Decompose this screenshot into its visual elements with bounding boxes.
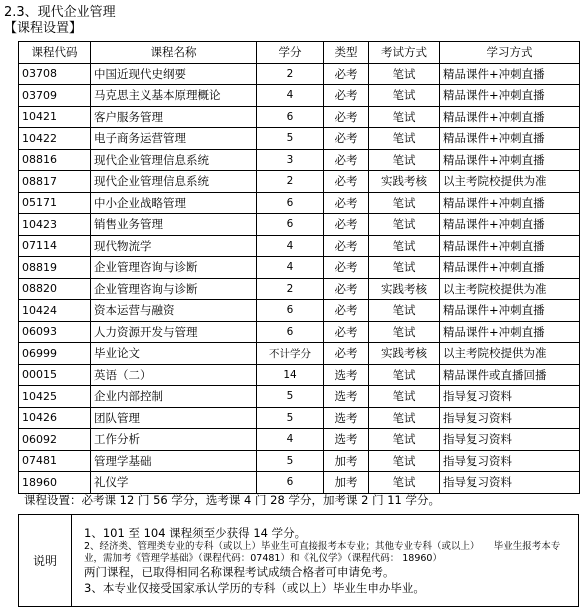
course-credits: 5 (257, 128, 324, 150)
exam-method: 笔试 (369, 386, 440, 408)
course-type: 必考 (324, 85, 369, 107)
study-method: 精品课件+冲刺直播 (440, 214, 580, 236)
course-code: 06999 (19, 343, 91, 365)
table-row (19, 429, 580, 451)
course-name: 销售业务管理 (91, 214, 257, 236)
study-method: 精品课件+冲刺直播 (440, 192, 580, 214)
course-code: 10421 (19, 106, 91, 128)
study-method: 指导复习资料 (440, 386, 580, 408)
course-credits: 6 (257, 214, 324, 236)
table-row (19, 257, 580, 279)
course-credits: 2 (257, 171, 324, 193)
exam-method: 笔试 (369, 472, 440, 494)
study-method: 精品课件+冲刺直播 (440, 235, 580, 257)
course-code: 10426 (19, 407, 91, 429)
course-summary: 课程设置：必考课 12 门 56 学分，选考课 4 门 28 学分，加考课 2 门 11 学分。 (24, 493, 441, 507)
course-credits: 2 (257, 63, 324, 85)
exam-method: 笔试 (369, 429, 440, 451)
exam-method: 笔试 (369, 257, 440, 279)
course-credits: 6 (257, 300, 324, 322)
course-code: 08817 (19, 171, 91, 193)
course-code: 10424 (19, 300, 91, 322)
exam-method: 笔试 (369, 128, 440, 150)
study-method: 精品课件+冲刺直播 (440, 149, 580, 171)
table-row (19, 364, 580, 386)
header-credits: 学分 (257, 42, 324, 64)
course-name: 马克思主义基本原理概论 (91, 85, 257, 107)
table-row (19, 214, 580, 236)
note-item: 1、101 至 104 课程须至少获得 14 学分。 (84, 525, 307, 540)
exam-method: 笔试 (369, 235, 440, 257)
course-type: 必考 (324, 321, 369, 343)
exam-method: 实践考核 (369, 278, 440, 300)
course-type: 必考 (324, 214, 369, 236)
notes-table (18, 514, 579, 607)
course-code: 10425 (19, 386, 91, 408)
note-item: 3、本专业仅接受国家承认学历的专科（或以上）毕业生申办毕业。 (84, 580, 425, 595)
study-method: 指导复习资料 (440, 472, 580, 494)
course-name: 人力资源开发与管理 (91, 321, 257, 343)
table-row (19, 171, 580, 193)
course-type: 必考 (324, 235, 369, 257)
course-credits: 5 (257, 450, 324, 472)
table-row (19, 386, 580, 408)
course-code: 08816 (19, 149, 91, 171)
exam-method: 实践考核 (369, 171, 440, 193)
exam-method: 笔试 (369, 364, 440, 386)
course-code: 10422 (19, 128, 91, 150)
course-type: 选考 (324, 429, 369, 451)
table-row (19, 472, 580, 494)
study-method: 指导复习资料 (440, 429, 580, 451)
course-credits: 5 (257, 407, 324, 429)
course-type: 必考 (324, 192, 369, 214)
course-credits: 4 (257, 235, 324, 257)
course-code: 00015 (19, 364, 91, 386)
exam-method: 笔试 (369, 85, 440, 107)
course-credits: 6 (257, 106, 324, 128)
course-name: 礼仪学 (91, 472, 257, 494)
note-item-continued: 两门课程，已取得相同名称课程考试成绩合格者可申请免考。 (84, 564, 395, 579)
table-row (19, 321, 580, 343)
table-row (19, 343, 580, 365)
course-credits: 6 (257, 192, 324, 214)
exam-method: 笔试 (369, 321, 440, 343)
header-course-name: 课程名称 (91, 42, 257, 64)
course-code: 06093 (19, 321, 91, 343)
course-name: 中小企业战略管理 (91, 192, 257, 214)
course-type: 加考 (324, 450, 369, 472)
course-credits: 不计学分 (257, 343, 324, 365)
study-method: 精品课件+冲刺直播 (440, 321, 580, 343)
course-type: 选考 (324, 364, 369, 386)
exam-method: 笔试 (369, 106, 440, 128)
course-type: 必考 (324, 128, 369, 150)
table-row (19, 192, 580, 214)
course-code: 05171 (19, 192, 91, 214)
exam-method: 笔试 (369, 407, 440, 429)
study-method: 精品课件或直播回播 (440, 364, 580, 386)
course-type: 必考 (324, 106, 369, 128)
course-type: 必考 (324, 300, 369, 322)
study-method: 精品课件+冲刺直播 (440, 85, 580, 107)
table-row (19, 407, 580, 429)
course-name: 现代企业管理信息系统 (91, 149, 257, 171)
course-name: 管理学基础 (91, 450, 257, 472)
table-row (19, 235, 580, 257)
course-credits: 14 (257, 364, 324, 386)
course-name: 现代物流学 (91, 235, 257, 257)
course-type: 选考 (324, 386, 369, 408)
course-credits: 6 (257, 472, 324, 494)
section-heading: 2.3、现代企业管理 (4, 5, 116, 20)
course-type: 必考 (324, 63, 369, 85)
course-credits: 4 (257, 429, 324, 451)
course-type: 必考 (324, 171, 369, 193)
course-credits: 2 (257, 278, 324, 300)
course-code: 08820 (19, 278, 91, 300)
course-code: 03709 (19, 85, 91, 107)
table-row (19, 278, 580, 300)
table-row (19, 450, 580, 472)
table-row (19, 300, 580, 322)
course-table (18, 41, 580, 494)
table-row (19, 63, 580, 85)
study-method: 精品课件+冲刺直播 (440, 300, 580, 322)
course-code: 07481 (19, 450, 91, 472)
exam-method: 笔试 (369, 450, 440, 472)
course-name: 电子商务运营管理 (91, 128, 257, 150)
course-name: 英语（二） (91, 364, 257, 386)
note-item: 2、经济类、管理类专业的专科（或以上）毕业生可直接报考本专业；其他专业专科（或以上） 毕业生报考本专业，需加考《管理学基础》（课程代码：07481）和《礼仪学》（课程代码： 18960） (84, 540, 561, 564)
course-credits: 6 (257, 321, 324, 343)
exam-method: 笔试 (369, 300, 440, 322)
study-method: 以主考院校提供为准 (440, 343, 580, 365)
course-credits: 3 (257, 149, 324, 171)
study-method: 以主考院校提供为准 (440, 278, 580, 300)
course-type: 选考 (324, 407, 369, 429)
course-name: 资本运营与融资 (91, 300, 257, 322)
course-code: 08819 (19, 257, 91, 279)
course-code: 10423 (19, 214, 91, 236)
study-method: 精品课件+冲刺直播 (440, 63, 580, 85)
course-name: 企业管理咨询与诊断 (91, 278, 257, 300)
exam-method: 笔试 (369, 192, 440, 214)
course-type: 必考 (324, 149, 369, 171)
study-method: 精品课件+冲刺直播 (440, 128, 580, 150)
notes-body (72, 515, 579, 607)
course-code: 18960 (19, 472, 91, 494)
exam-method: 实践考核 (369, 343, 440, 365)
header-course-code: 课程代码 (19, 42, 91, 64)
header-study-method: 学习方式 (440, 42, 580, 64)
course-type: 必考 (324, 278, 369, 300)
course-credits: 5 (257, 386, 324, 408)
table-row (19, 128, 580, 150)
course-type: 必考 (324, 257, 369, 279)
course-credits: 4 (257, 257, 324, 279)
course-code: 07114 (19, 235, 91, 257)
header-type: 类型 (324, 42, 369, 64)
course-name: 现代企业管理信息系统 (91, 171, 257, 193)
course-type: 加考 (324, 472, 369, 494)
course-code: 03708 (19, 63, 91, 85)
course-name: 客户服务管理 (91, 106, 257, 128)
header-exam-method: 考试方式 (369, 42, 440, 64)
table-row (19, 149, 580, 171)
study-method: 指导复习资料 (440, 407, 580, 429)
notes-label: 说明 (19, 515, 72, 607)
course-name: 中国近现代史纲要 (91, 63, 257, 85)
table-row (19, 85, 580, 107)
course-name: 企业内部控制 (91, 386, 257, 408)
course-credits: 4 (257, 85, 324, 107)
study-method: 精品课件+冲刺直播 (440, 106, 580, 128)
course-name: 毕业论文 (91, 343, 257, 365)
table-header-row (19, 42, 580, 64)
course-name: 团队管理 (91, 407, 257, 429)
study-method: 精品课件+冲刺直播 (440, 257, 580, 279)
study-method: 以主考院校提供为准 (440, 171, 580, 193)
study-method: 指导复习资料 (440, 450, 580, 472)
course-name: 企业管理咨询与诊断 (91, 257, 257, 279)
exam-method: 笔试 (369, 149, 440, 171)
sub-heading: 【课程设置】 (4, 21, 83, 36)
course-type: 必考 (324, 343, 369, 365)
course-name: 工作分析 (91, 429, 257, 451)
exam-method: 笔试 (369, 63, 440, 85)
table-row (19, 106, 580, 128)
exam-method: 笔试 (369, 214, 440, 236)
course-code: 06092 (19, 429, 91, 451)
